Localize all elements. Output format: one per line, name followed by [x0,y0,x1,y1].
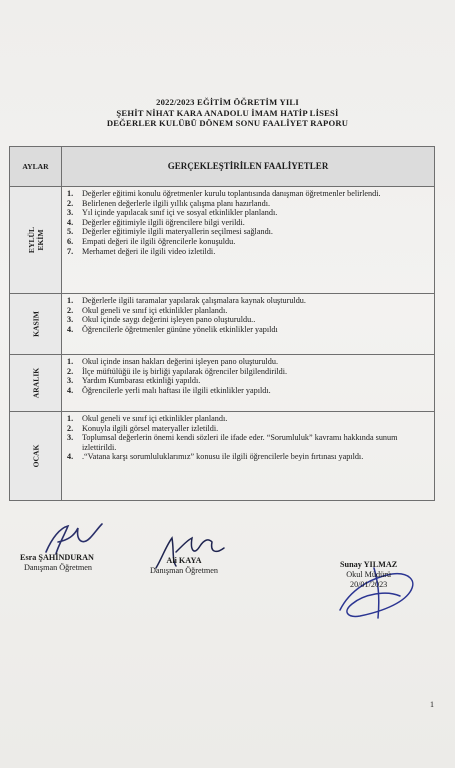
list-item: 3. Toplumsal değerlerin önemi kendi sözleri ile ifade eder. “Sorumluluk” kavramı hakkında sunum izlettirildi. [67,433,398,452]
list-item: 2. Konuyla ilgili görsel materyaller izletildi. [67,423,219,433]
signature-date: 20/01/2023 [349,580,388,589]
month-name: OCAK [31,444,40,468]
page-number: 1 [430,700,434,709]
list-item: 4. Öğrencilerle öğretmenler gününe yönelik etkinlikler yapıldı [67,324,278,334]
list-item: 1. Değerler eğitimi konulu öğretmenler kurulu toplantısında danışman öğretmenler belirlendi. [67,189,381,198]
list-item: 4. Değerler eğitimiyle ilgili öğrencilere bilgi verildi. [67,217,245,227]
month-name: ARALIK [31,367,40,399]
activities-cell [62,294,435,355]
list-item: 2. İlçe müftülüğü ile iş birliği yapılarak öğrenciler bilgilendirildi. [67,366,288,376]
month-cell [10,294,62,355]
principal-name: Sunay YILMAZ [340,560,398,569]
month-cell [10,412,62,501]
month-label [31,368,40,398]
activities-cell [62,412,435,501]
list-item: 4. Öğrencilerle yerli malı haftası ile ilgili etkinlikler yapıldı. [67,385,271,395]
list-item: 2. Belirlenen değerlerle ilgili yıllık çalışma planı hazırlandı. [67,198,271,208]
list-item: 5. Değerler eğitimiyle ilgili materyallerin seçilmesi sağlandı. [67,227,273,237]
month-cell [10,187,62,294]
list-item: 2. Okul geneli ve sınıf içi etkinlikler planlandı. [67,305,228,315]
activity-list [63,188,433,260]
activities-cell [62,355,435,412]
advisor-name-left: Esra ŞAHİNDURAN [20,553,94,562]
advisor-name-middle: Ali KAYA [166,556,202,565]
month-label [31,445,40,468]
month-label [27,227,45,253]
list-item: 7. Merhamet değeri ile ilgili video izletildi. [67,246,216,256]
header-report-title: DEĞERLER KULÜBÜ DÖNEM SONU FAALİYET RAPORU [106,118,349,128]
list-item: 3. Yardım Kumbarası etkinliği yapıldı. [67,376,201,386]
list-item: 1. Okul içinde insan hakları değerini işleyen pano oluşturuldu. [67,357,279,366]
list-item: 1. Okul geneli ve sınıf içi etkinlikler planlandı. [67,414,228,423]
table-row [10,355,435,412]
month-name: EYLÜL [26,226,36,254]
month-name: EKİM [35,229,45,251]
activities-cell [62,187,435,294]
table-header-row [10,147,435,187]
table-row [10,187,435,294]
header-school: ŞEHİT NİHAT KARA ANADOLU İMAM HATİP LİSESİ [116,107,339,118]
month-label [31,311,40,337]
column-header-months: AYLAR [10,147,62,187]
advisor-title-middle: Danışman Öğretmen [150,566,218,575]
list-item: 4. .“Vatana karşı sorumluluklarımız” konusu ile ilgili öğrencilerle beyin fırtınası yapıldı. [67,452,364,462]
month-cell [10,355,62,412]
activity-list [63,413,433,466]
activity-list [63,295,433,338]
advisor-title-left: Danışman Öğretmen [24,563,92,572]
activity-list [63,356,433,399]
report-header [0,97,455,129]
list-item: 6. Empati değeri ile ilgili öğrencilerle konuşuldu. [67,236,236,246]
column-header-activities: GERÇEKLEŞTİRİLEN FAALİYETLER [62,147,435,187]
signature-block-right [340,560,397,590]
principal-title: Okul Müdürü [346,570,392,579]
list-item: 3. Okul içinde saygı değerini işleyen pano oluşturuldu.. [67,315,256,325]
month-name: KASIM [31,311,40,337]
table-row [10,294,435,355]
table-row [10,412,435,501]
list-item: 1. Değerlerle ilgili taramalar yapılarak çalışmalara kaynak oluşturuldu. [67,296,306,305]
header-year: 2022/2023 EĞİTİM ÖĞRETİM YILI [156,97,299,107]
signature-block-middle [150,556,218,576]
activity-table [9,146,435,501]
list-item: 3. Yıl içinde yapılacak sınıf içi ve sosyal etkinlikler planlandı. [67,208,278,218]
signature-block-left [20,553,94,573]
